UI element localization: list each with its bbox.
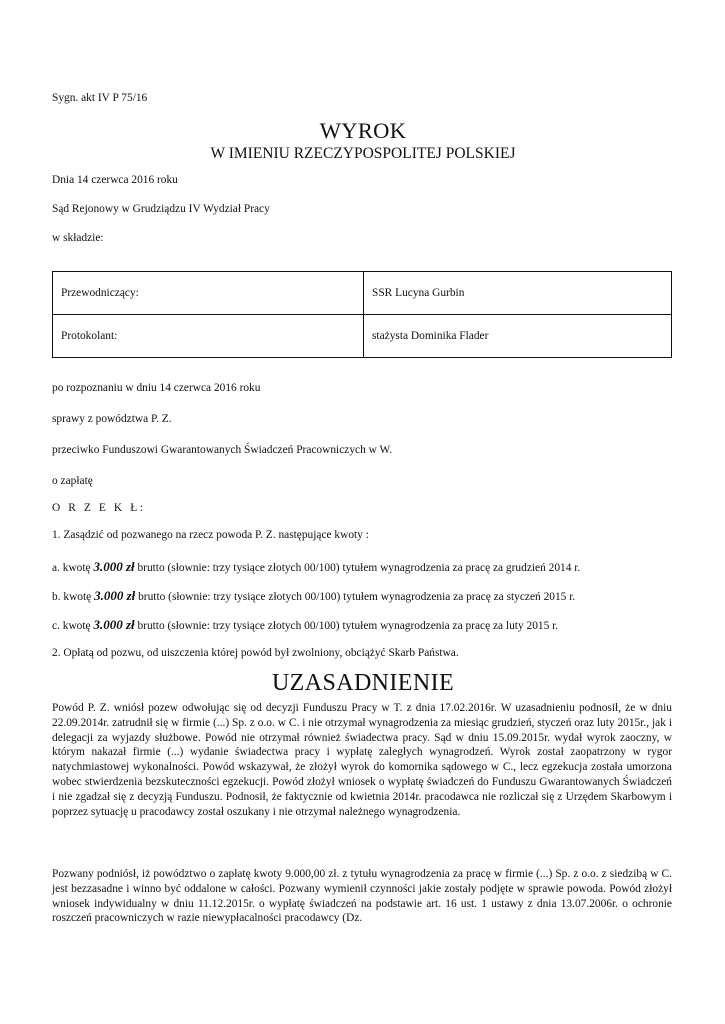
justification-paragraph: Powód P. Z. wniósł pozew odwołując się od decyzji Funduszu Pracy w T. z dnia 17.02.2016r. W uzasadnieniu podnosił, że w dniu 22.09.2014r. zatrudnił się w firmie (...) Sp. z o.o. w C. i nie otrzymał wynagrodzenia za miesiąc grudzień, styczeń oraz luty 2015r., jak i delegacji za wyjazdy służbowe. Powód nie otrzymał również świadectwa pracy. Sąd w dniu 15.09.2015r. wydał wyrok zaoczny, w którym nakazał firmie (...) wydanie świadectwa pracy i wypłatę zaległych wynagrodzeń. Wyrok został zaopatrzony w rygor natychmiastowej wykonalności. Powód wskazywał, że złożył wyrok do komornika sądowego w C., lecz egzekucja została umorzona wobec stwierdzenia bezskuteczności egzekucji. Powód złożył wniosek o wypłatę świadczeń do Funduszu Gwarantowanych Świadczeń i nie zgadzał się z decyzją Funduszu. Podnosił, że faktycznie od kwietnia 2014r. pracodawca nie rozliczał się z Urzędem Skarbowym i poprzez sytuację u pracodawcy został oszukany i nie otrzymał należnego wynagrodzenia.	[52, 702, 672, 818]
document-subtitle: W IMIENIU RZECZYPOSPOLITEJ POLSKIEJ	[210, 145, 516, 162]
composition-label: w składzie:	[52, 232, 104, 244]
subject-line: o zapłatę	[52, 475, 93, 487]
order-amount: 3.000 zł	[94, 588, 136, 603]
order-prefix: b. kwotę	[52, 591, 95, 603]
hearing-date-line: po rozpoznaniu w dniu 14 czerwca 2016 roku	[52, 382, 261, 394]
justification-title: UZASADNIENIE	[271, 670, 455, 696]
order-description: brutto (słownie: trzy tysiące złotych 00/100) tytułem wynagrodzenia za pracę za styczeń 2015 r.	[135, 591, 576, 603]
justification-paragraph: Pozwany podniósł, iż powództwo o zapłatę kwoty 9.000,00 zł. z tytułu wynagrodzenia za pracę w firmie (...) Sp. z o.o. z siedzibą w C. jest bezzasadne i winno być oddalone w całości. Pozwany wymienił czynności jakie zostały podjęte w sprawie powoda. Powód złożył wniosek indywidualny w dniu 11.12.2015r. o wypłatę świadczeń na podstawie art. 16 ust. 1 ustawy z dnia 13.07.2006r. o ochronie roszczeń pracowniczych w razie niewypłacalności pracodawcy (Dz.	[52, 868, 672, 925]
judgment-date: Dnia 14 czerwca 2016 roku	[52, 174, 178, 186]
document-title: WYROK	[319, 118, 407, 143]
plaintiff-line: sprawy z powództwa P. Z.	[52, 413, 172, 425]
table-row	[53, 272, 672, 315]
panel-role-clerk: Protokolant:	[53, 315, 364, 358]
defendant-line: przeciwko Funduszowi Gwarantowanych Świadczeń Pracowniczych w W.	[52, 444, 393, 456]
order-item-1: 1. Zasądzić od pozwanego na rzecz powoda P. Z. następujące kwoty :	[52, 529, 369, 541]
panel-name-clerk: stażysta Dominika Flader	[364, 315, 672, 358]
order-prefix: c. kwotę	[52, 620, 94, 632]
order-item-2: 2. Opłatą od pozwu, od uiszczenia której powód był zwolniony, obciążyć Skarb Państwa.	[52, 647, 459, 659]
order-amount: 3.000 zł	[93, 617, 135, 632]
court-panel-table	[52, 271, 672, 358]
orzekl-heading: O R Z E K Ł:	[52, 502, 146, 514]
case-number: Sygn. akt IV P 75/16	[52, 92, 148, 104]
order-amount: 3.000 zł	[93, 559, 135, 574]
order-prefix: a. kwotę	[52, 562, 94, 574]
panel-role-presiding: Przewodniczący:	[53, 272, 364, 315]
order-item-b	[52, 588, 575, 605]
order-item-a	[52, 559, 580, 576]
order-description: brutto (słownie: trzy tysiące złotych 00/100) tytułem wynagrodzenia za pracę za luty 2015 r.	[134, 620, 559, 632]
table-row	[53, 315, 672, 358]
court-name: Sąd Rejonowy w Grudziądzu IV Wydział Pracy	[52, 203, 270, 215]
order-description: brutto (słownie: trzy tysiące złotych 00/100) tytułem wynagrodzenia za pracę za grudzień 2014 r.	[134, 562, 581, 574]
panel-name-presiding: SSR Lucyna Gurbin	[364, 272, 672, 315]
order-item-c	[52, 617, 558, 634]
